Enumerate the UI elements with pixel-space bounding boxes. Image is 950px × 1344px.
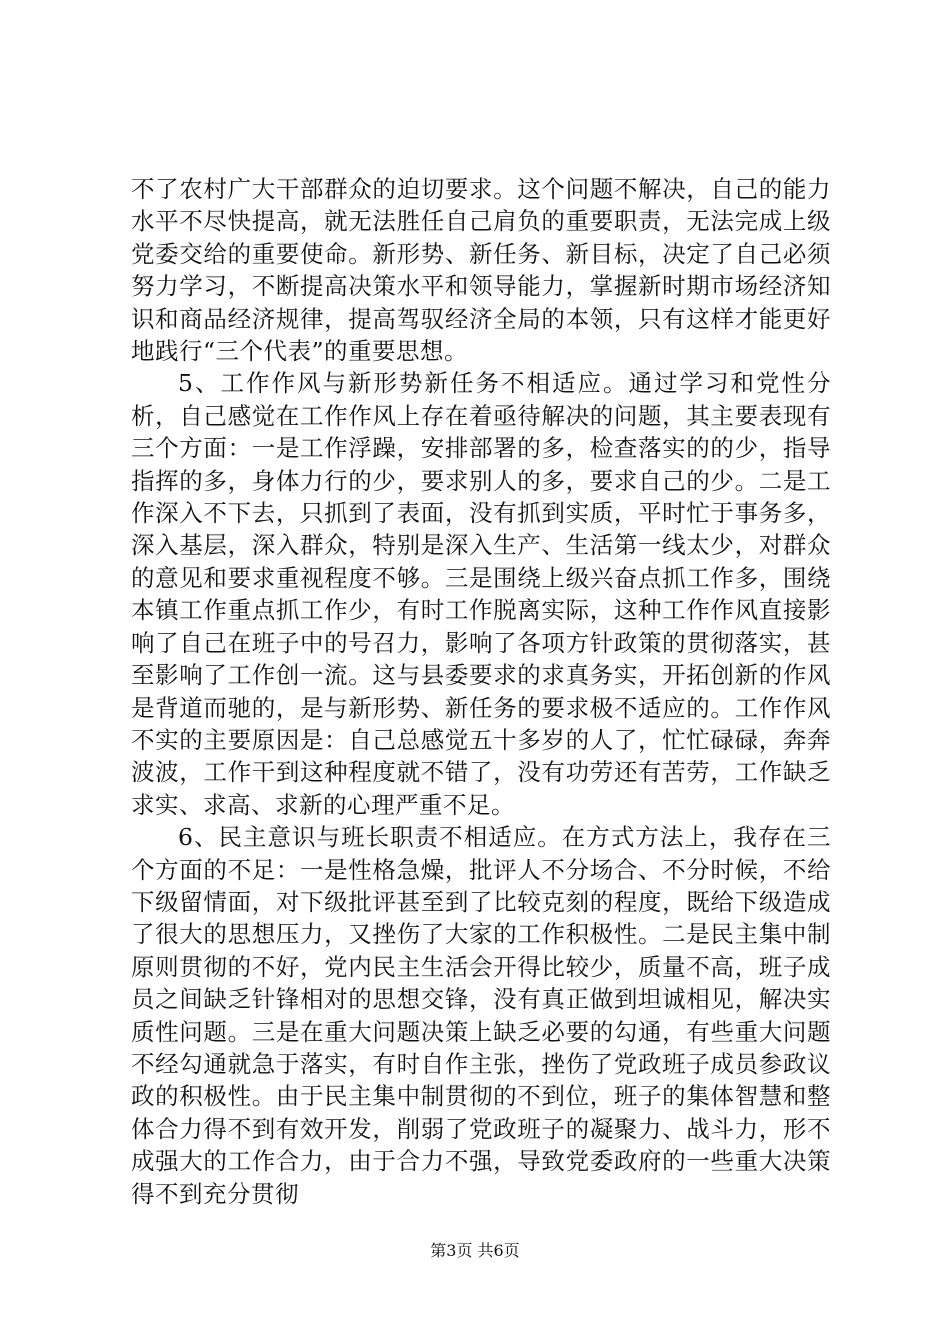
paragraph-continuation: 不了农村广大干部群众的迫切要求。这个问题不解决，自己的能力水平不尽快提高，就无法胜任自己肩负的重要职责，无法完成上级党委交给的重要使命。新形势、新任务、新目标，决定了自己必须努力学习，不断提高决策水平和领导能力，掌握新时期市场经济知识和商品经济规律，提高驾驭经济全局的本领，只有这样才能更好地践行“三个代表”的重要思想。 (131, 175, 831, 366)
page-number-footer: 第3页 共6页 (430, 1241, 520, 1260)
paragraph-democratic-awareness: 6、民主意识与班长职责不相适应。在方式方法上，我存在三个方面的不足：一是性格急燥，批评人不分场合、不分时候，不给下级留情面，对下级批评甚至到了比较克刻的程度，既给下级造成了很大的思想压力，又挫伤了大家的工作积极性。二是民主集中制原则贯彻的不好，党内民主生活会开得比较少，质量不高，班子成员之间缺乏针锋相对的思想交锋，没有真正做到坦诚相见，解决实质性问题。三是在重大问题决策上缺乏必要的勾通，有些重大问题不经勾通就急于落实，有时自作主张，挫伤了党政班子成员参政议政的积极性。由于民主集中制贯彻的不到位，班子的集体智慧和整体合力得不到有效开发，削弱了党政班子的凝聚力、战斗力，形不成强大的工作合力，由于合力不强，导致党委政府的一些重大决策得不到充分贯彻 (131, 823, 831, 1208)
paragraph-work-style: 5、工作作风与新形势新任务不相适应。通过学习和党性分析，自己感觉在工作作风上存在着亟待解决的问题，其主要表现有三个方面：一是工作浮躁，安排部署的多，检查落实的的少，指导指挥的多，身体力行的少，要求别人的多，要求自己的少。二是工作深入不下去，只抓到了表面，没有抓到实质，平时忙于事务多，深入基层，深入群众，特别是深入生产、生活第一线太少，对群众的意见和要求重视程度不够。三是围绕上级兴奋点抓工作多，围绕本镇工作重点抓工作少，有时工作脱离实际，这种工作作风直接影响了自己在班子中的号召力，影响了各项方针政策的贯彻落实，甚至影响了工作创一流。这与县委要求的求真务实，开拓创新的作风是背道而驰的，是与新形势、新任务的要求极不适应的。工作作风不实的主要原因是：自己总感觉五十多岁的人了，忙忙碌碌，奔奔波波，工作干到这种程度就不错了，没有功劳还有苦劳，工作缺乏求实、求高、求新的心理严重不足。 (131, 369, 831, 819)
document-body (131, 173, 831, 1210)
